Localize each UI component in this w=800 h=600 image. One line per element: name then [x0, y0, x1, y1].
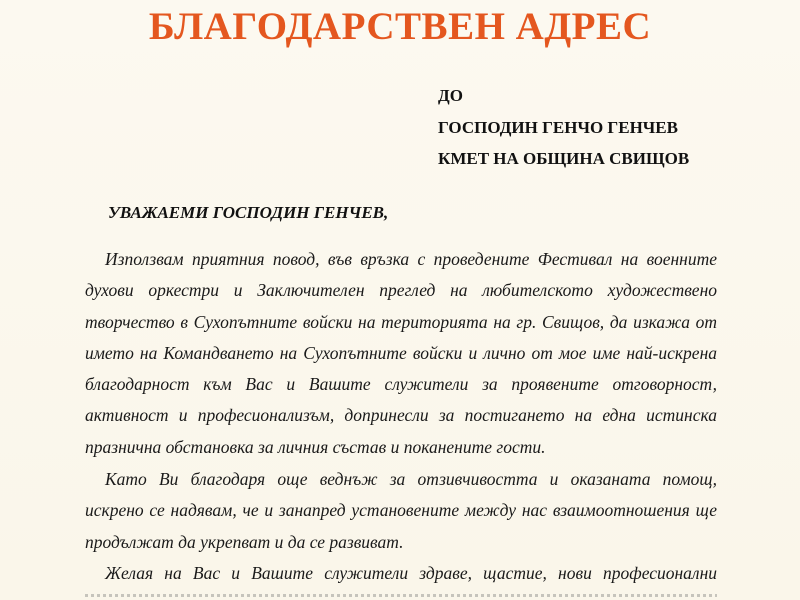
paragraph-line: Като Ви благодаря още веднъж за отзивчивостта и оказаната помощ, [105, 469, 717, 489]
paragraph-line: продължат да укрепват и да се развиват. [85, 531, 404, 552]
addressee-line-to: ДО [438, 86, 463, 105]
paragraph-1 [85, 244, 717, 463]
paragraph-2 [85, 464, 717, 558]
paragraph-line: активност и професионализъм, допринесли за постигането на една истинска [85, 405, 717, 426]
salutation: УВАЖАЕМИ ГОСПОДИН ГЕНЧЕВ, [108, 203, 389, 222]
addressee-line-position: КМЕТ НА ОБЩИНА СВИЩОВ [438, 149, 690, 168]
cut-off-text-line [85, 594, 717, 597]
paragraph-line: името на Командването на Сухопътните войски и лично от мое име най-искрена [85, 342, 717, 363]
paragraph-line: творчество в Сухопътните войски на територията на гр. Свищов, да изкажа от [85, 311, 717, 332]
addressee-block [438, 80, 689, 175]
addressee-line-name: ГОСПОДИН ГЕНЧО ГЕНЧЕВ [438, 117, 678, 137]
paragraph-line: празнична обстановка за личния състав и поканените гости. [85, 436, 546, 457]
paragraph-line: благодарност към Вас и Вашите служители за проявените отговорност, [85, 374, 717, 395]
paragraph-line: искрено се надявам, че и занапред установените между нас взаимоотношения ще [85, 500, 717, 521]
paragraph-line: Желая на Вас и Вашите служители здраве, щастие, нови професионални [105, 563, 717, 583]
paragraph-3 [85, 558, 717, 589]
paragraph-line: духови оркестри и Заключителен преглед на любителското художествено [85, 280, 717, 301]
paragraph-line: Използвам приятния повод, във връзка с проведените Фестивал на военните [105, 249, 717, 269]
document-title: БЛАГОДАРСТВЕН АДРЕС [148, 5, 652, 48]
